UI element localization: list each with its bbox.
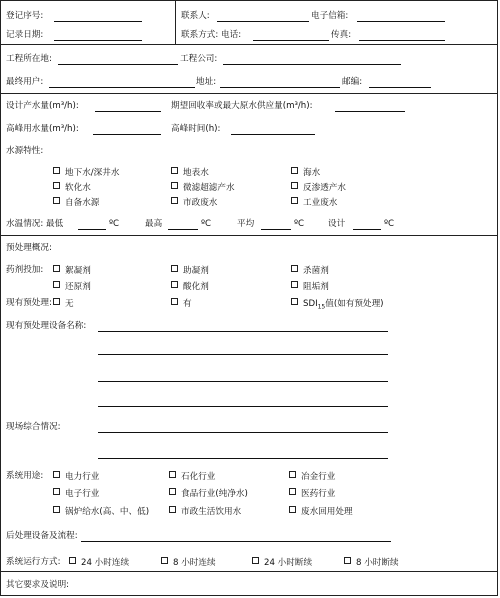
divider [1, 571, 497, 572]
checkbox[interactable] [169, 488, 176, 495]
company-label: 工程公司: [180, 54, 218, 64]
dosing-option-flocculant[interactable]: 絮凝剂 [53, 265, 91, 277]
equipment-line[interactable] [98, 406, 388, 407]
equipment-line[interactable] [98, 331, 388, 332]
usage-option-petrochemical[interactable]: 石化行业 [169, 471, 215, 483]
checkbox[interactable] [171, 265, 178, 272]
usage-option-power[interactable]: 电力行业 [53, 471, 99, 483]
checkbox[interactable] [53, 471, 60, 478]
checkbox[interactable] [53, 506, 60, 513]
peak-time-label: 高峰时间(h): [171, 124, 221, 134]
peak-time-field[interactable] [231, 134, 315, 135]
usage-option-food[interactable]: 食品行业(纯净水) [169, 488, 248, 500]
checkbox[interactable] [53, 281, 60, 288]
divider [1, 44, 497, 45]
site-conditions-line[interactable] [98, 458, 388, 459]
operation-option-8h-intermittent[interactable]: 8 小时断续 [344, 557, 399, 569]
pretreatment-title: 预处理概况: [6, 243, 52, 253]
existing-option-none[interactable]: 无 [53, 298, 74, 310]
end-user-label: 最终用户: [6, 77, 44, 87]
source-option-municipal-waste[interactable]: 市政废水 [171, 197, 217, 209]
postcode-field[interactable] [369, 87, 431, 88]
temp-max-field[interactable] [168, 229, 198, 230]
checkbox[interactable] [291, 298, 298, 305]
temp-max-label: 最高 [145, 219, 163, 229]
recovery-field[interactable] [335, 111, 405, 112]
source-option-softened[interactable]: 软化水 [53, 182, 91, 194]
checkbox[interactable] [289, 506, 296, 513]
operation-option-8h-continuous[interactable]: 8 小时连续 [161, 557, 216, 569]
dosing-option-coagulant-aid[interactable]: 助凝剂 [171, 265, 209, 277]
checkbox[interactable] [53, 182, 60, 189]
checkbox[interactable] [171, 182, 178, 189]
temp-avg-label: 平均 [237, 219, 255, 229]
temp-unit: ºC [201, 219, 212, 229]
temp-design-field[interactable] [353, 229, 381, 230]
address-field[interactable] [220, 87, 340, 88]
design-output-field[interactable] [95, 111, 161, 112]
checkbox[interactable] [161, 557, 168, 564]
address-label: 地址: [196, 77, 217, 87]
source-option-own-supply[interactable]: 自备水源 [53, 197, 99, 209]
location-label: 工程所在地: [6, 54, 52, 64]
checkbox[interactable] [169, 471, 176, 478]
checkbox[interactable] [171, 298, 178, 305]
operation-label: 系统运行方式: [6, 557, 61, 567]
phone-label: 联系方式: 电话: [181, 30, 242, 40]
fax-field[interactable] [359, 40, 445, 41]
water-source-title: 水源特性: [6, 146, 44, 156]
dosing-option-acidifier[interactable]: 酸化剂 [171, 281, 209, 293]
other-requirements-label: 其它要求及说明: [6, 580, 70, 590]
checkbox[interactable] [291, 197, 298, 204]
source-option-seawater[interactable]: 海水 [291, 167, 320, 179]
checkbox[interactable] [252, 557, 259, 564]
temp-unit: ºC [384, 219, 395, 229]
existing-option-yes[interactable]: 有 [171, 298, 192, 310]
company-field[interactable] [223, 64, 401, 65]
operation-option-24h-continuous[interactable]: 24 小时连续 [69, 557, 129, 569]
checkbox[interactable] [291, 281, 298, 288]
source-option-industrial-waste[interactable]: 工业废水 [291, 197, 337, 209]
source-option-mf-uf[interactable]: 微滤超滤产水 [171, 182, 235, 194]
temp-unit: ºC [294, 219, 305, 229]
end-user-field[interactable] [49, 87, 195, 88]
checkbox[interactable] [171, 281, 178, 288]
equipment-line[interactable] [98, 354, 388, 355]
checkbox[interactable] [169, 506, 176, 513]
reg-no-label: 登记序号: [6, 11, 44, 21]
usage-option-metallurgy[interactable]: 冶金行业 [289, 471, 335, 483]
operation-option-24h-intermittent[interactable]: 24 小时断续 [252, 557, 312, 569]
checkbox[interactable] [53, 488, 60, 495]
checkbox[interactable] [291, 167, 298, 174]
usage-option-pharma[interactable]: 医药行业 [289, 488, 335, 500]
peak-output-label: 高峰用水量(m³/h): [6, 124, 79, 134]
checkbox[interactable] [53, 298, 60, 305]
checkbox[interactable] [291, 182, 298, 189]
usage-label: 系统用途: [6, 471, 44, 481]
checkbox[interactable] [53, 167, 60, 174]
divider [175, 1, 176, 44]
post-treatment-label: 后处理设备及流程: [6, 531, 78, 541]
email-label: 电子信箱: [311, 11, 349, 21]
dosing-label: 药剂投加: [6, 265, 44, 275]
checkbox[interactable] [171, 167, 178, 174]
checkbox[interactable] [69, 557, 76, 564]
contact-field[interactable] [217, 21, 309, 22]
temp-min-field[interactable] [78, 229, 106, 230]
source-option-ro[interactable]: 反渗透产水 [291, 182, 346, 194]
sdi-option[interactable]: $SDI_{15}$值(如有预处理) [291, 298, 384, 313]
site-conditions-label: 现场综合情况: [6, 422, 61, 432]
checkbox[interactable] [289, 488, 296, 495]
checkbox[interactable] [344, 557, 351, 564]
equipment-label: 现有预处理设备名称: [6, 321, 87, 331]
dosing-option-reductant[interactable]: 还原剂 [53, 281, 91, 293]
checkbox[interactable] [291, 265, 298, 272]
checkbox[interactable] [289, 471, 296, 478]
peak-output-field[interactable] [93, 134, 161, 135]
divider [1, 235, 497, 236]
usage-option-wastewater-reuse[interactable]: 废水回用处理 [289, 506, 353, 518]
temp-unit: ºC [109, 219, 120, 229]
checkbox[interactable] [53, 265, 60, 272]
usage-option-boiler-feed[interactable]: 锅炉给水(高、中、低) [53, 506, 149, 518]
design-output-label: 设计产水量(m³/h): [6, 101, 79, 111]
postcode-label: 邮编: [342, 77, 363, 87]
temp-design-label: 设计 [328, 219, 346, 229]
phone-field[interactable] [253, 40, 329, 41]
usage-option-municipal-drinking[interactable]: 市政生活饮用水 [169, 506, 241, 518]
checkbox[interactable] [171, 197, 178, 204]
temp-avg-field[interactable] [261, 229, 291, 230]
contact-label: 联系人: [181, 11, 210, 21]
email-field[interactable] [357, 21, 445, 22]
dosing-option-antiscalant[interactable]: 阻垢剂 [291, 281, 329, 293]
reg-date-field[interactable] [54, 40, 142, 41]
source-option-groundwater[interactable]: 地下水/深井水 [53, 167, 119, 179]
site-conditions-line[interactable] [98, 432, 388, 433]
fax-label: 传真: [331, 30, 352, 40]
source-option-surface-water[interactable]: 地表水 [171, 167, 209, 179]
dosing-option-biocide[interactable]: 杀菌剂 [291, 265, 329, 277]
reg-date-label: 记录日期: [6, 30, 44, 40]
equipment-line[interactable] [98, 381, 388, 382]
temp-min-label: 水温情况: 最低 [6, 219, 64, 229]
reg-no-field[interactable] [54, 21, 142, 22]
recovery-label: 期望回收率或最大原水供应量(m³/h): [171, 101, 313, 111]
existing-pretreatment-label: 现有预处理: [6, 298, 52, 308]
location-field[interactable] [58, 64, 178, 65]
usage-option-electronics[interactable]: 电子行业 [53, 488, 99, 500]
post-treatment-field[interactable] [81, 541, 391, 542]
divider [1, 93, 497, 94]
checkbox[interactable] [53, 197, 60, 204]
